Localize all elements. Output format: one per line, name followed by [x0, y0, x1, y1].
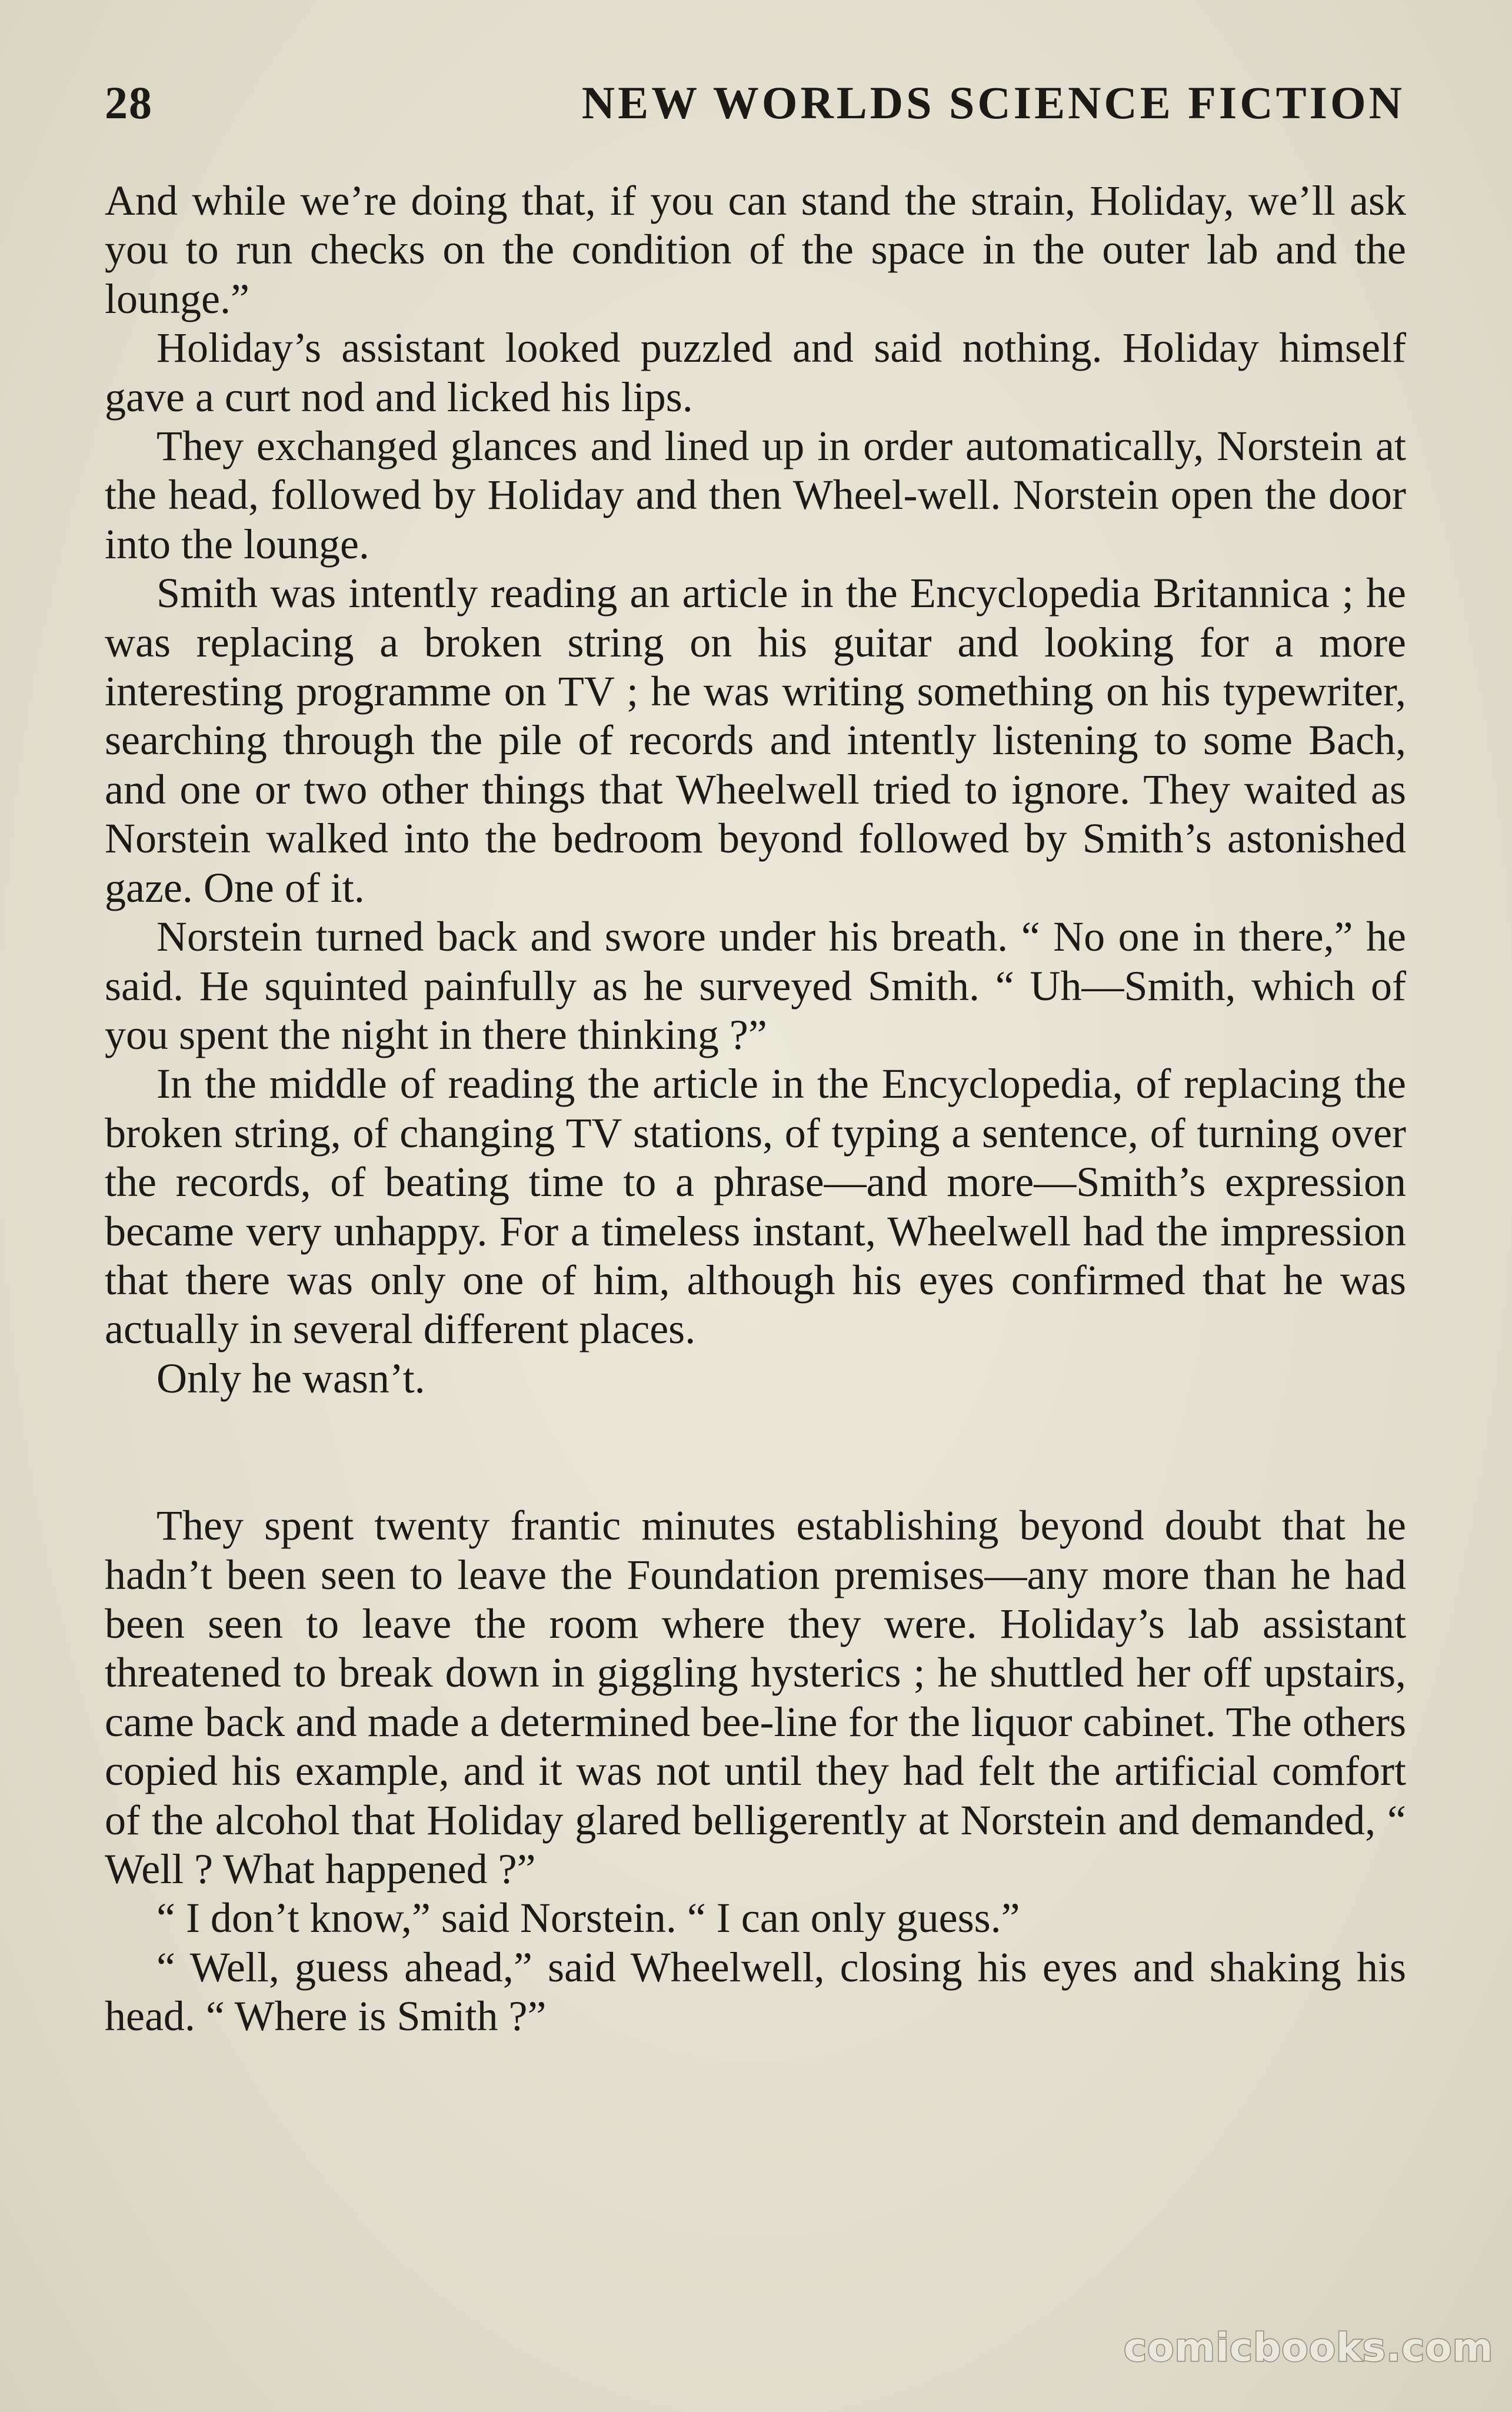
paragraph: They spent twenty frantic minutes establishing beyond doubt that he hadn’t been seen to leave the Foundation premises—any more than he had been seen to leave the room where they were. Holiday’s lab assistant threatened to break down in giggling hysterics ; he shuttled her off upstairs, came back and made a determined bee-line for the liquor cabinet. The others copied his example, and it was not until they had felt the artificial comfort of the alcohol that Holiday glared belligerently at Norstein and demanded, “ Well ? What happened ?” [105, 1502, 1406, 1893]
paragraph: Only he wasn’t. [156, 1354, 425, 1402]
page-header [105, 76, 1405, 141]
body-text [105, 176, 1406, 2041]
paragraph: Holiday’s assistant looked puzzled and said nothing. Holiday himself gave a curt nod and licked his lips. [105, 324, 1406, 421]
paragraph: Norstein turned back and swore under his breath. “ No one in there,” he said. He squinted painfully as he surveyed Smith. “ Uh—Smith, which of you spent the night in there thinking ?” [105, 913, 1406, 1058]
page-number: 28 [105, 77, 153, 128]
paragraph: “ I don’t know,” said Norstein. “ I can only guess.” [156, 1894, 1020, 1942]
paragraph: And while we’re doing that, if you can stand the strain, Holiday, we’ll ask you to run checks on the condition of the space in the outer lab and the lounge.” [105, 177, 1406, 322]
section-break [105, 1403, 1406, 1501]
paragraph: Smith was intently reading an article in the Encyclopedia Britannica ; he was replacing a broken string on his guitar and looking for a more interesting programme on TV ; he was writing something on his typewriter, searching through the pile of records and intently listening to some Bach, and one or two other things that Wheelwell tried to ignore. They waited as Norstein walked into the bedroom beyond followed by Smith’s astonished gaze. One of it. [105, 569, 1406, 911]
paragraph: In the middle of reading the article in the Encyclopedia, of replacing the broken string, of changing TV stations, of typing a sentence, of turning over the records, of beating time to a phrase—and more—Smith’s expression became very unhappy. For a timeless instant, Wheelwell had the impression that there was only one of him, although his eyes confirmed that he was actually in several different places. [105, 1060, 1406, 1353]
running-head: NEW WORLDS SCIENCE FICTION [581, 77, 1405, 128]
paragraph: They exchanged glances and lined up in order automatically, Norstein at the head, followed by Holiday and then Wheel-well. Norstein open the door into the lounge. [105, 422, 1406, 568]
watermark: comicbooks.com [1124, 2325, 1494, 2370]
paragraph: “ Well, guess ahead,” said Wheelwell, closing his eyes and shaking his head. “ Where is Smith ?” [105, 1943, 1406, 2040]
